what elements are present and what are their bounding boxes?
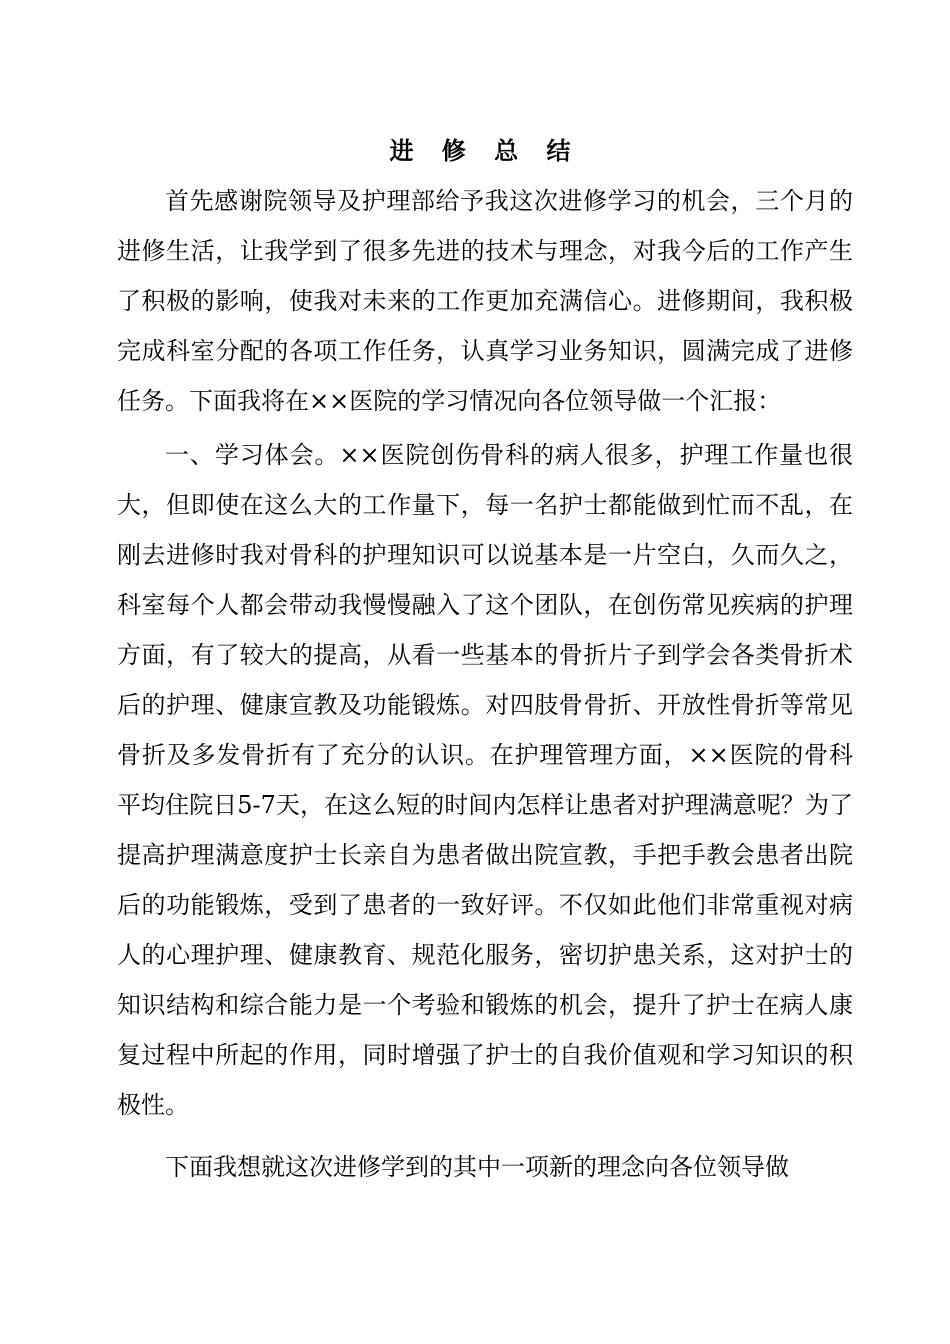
document-body <box>117 132 853 1192</box>
paragraph-intro: 首先感谢院领导及护理部给予我这次进修学习的机会，三个月的进修生活，让我学到了很多先进的技术与理念，对我今后的工作产生了积极的影响，使我对未来的工作更加充满信心。进修期间，我积极完成科室分配的各项工作任务，认真学习业务知识，圆满完成了进修任务。下面我将在××医院的学习情况向各位领导做一个汇报： <box>117 187 853 415</box>
document-title: 进 修 总 结 <box>389 136 581 165</box>
paragraph-learning-experience: 一、学习体会。××医院创伤骨科的病人很多，护理工作量也很大，但即使在这么大的工作量下，每一名护士都能做到忙而不乱，在刚去进修时我对骨科的护理知识可以说基本是一片空白，久而久之，科室每个人都会带动我慢慢融入了这个团队，在创伤常见疾病的护理方面，有了较大的提高，从看一些基本的骨折片子到学会各类骨折术后的护理、健康宣教及功能锻炼。对四肢骨骨折、开放性骨折等常见骨折及多发骨折有了充分的认识。在护理管理方面，××医院的骨科平均住院日5-7天，在这么短的时间内怎样让患者对护理满意呢？为了提高护理满意度护士长亲自为患者做出院宣教，手把手教会患者出院后的功能锻炼，受到了患者的一致好评。不仅如此他们非常重视对病人的心理护理、健康教育、规范化服务，密切护患关系，这对护士的知识结构和综合能力是一个考验和锻炼的机会，提升了护士在病人康复过程中所起的作用，同时增强了护士的自我价值观和学习知识的积极性。 <box>117 441 853 1119</box>
paragraph-new-concept: 下面我想就这次进修学到的其中一项新的理念向各位领导做 <box>165 1153 789 1181</box>
